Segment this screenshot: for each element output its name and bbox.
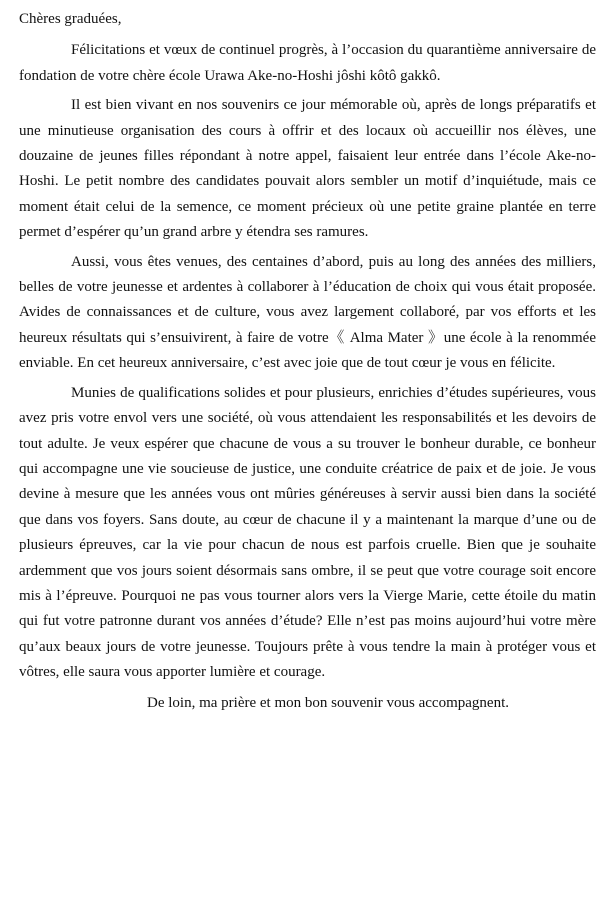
paragraph-text: Félicitations et vœux de continuel progrès, à l’occasion du quarantième anniversaire de fondation de votre chère école Urawa Ake-no-Hoshi jôshi kôtô gakkô. xyxy=(19,42,596,84)
paragraph-text: Il est bien vivant en nos souvenirs ce jour mémorable où, après de longs préparatifs et une minutieuse organisation des cours à offrir et des locaux où accueillir nos élèves, une douzaine de jeunes filles répondant à notre appel, faisaient leur entrée dans l’école Ake-no-Hoshi. Le petit nombre des candidates pouvait alors sembler un motif d’inquiétude, mais ce moment était celui de la semence, ce moment précieux où une petite graine plantée en terre permet d’espérer qu’un grand arbre y étendra ses ramures. xyxy=(19,97,596,241)
closing-line: De loin, ma prière et mon bon souvenir vous accompagnent. xyxy=(147,694,509,711)
paragraph-memories xyxy=(19,93,596,245)
paragraph-text: Aussi, vous êtes venues, des centaines d’abord, puis au long des années des milliers, belles de votre jeunesse et ardentes à collaborer à l’éducation de choix qui vous était proposée. Avides de connaissances et de culture, vous avez largement collaboré, par vos efforts et les heureux résultats qui s’ensuivirent, à faire de votre《 Alma Mater 》une école à la renommée enviable. En cet heureux anniversaire, c’est avec joie que de tout cœur je vous en félicite. xyxy=(19,253,596,372)
paragraph-congratulations xyxy=(19,38,596,89)
paragraph-graduates xyxy=(19,381,596,686)
salutation: Chères graduées, xyxy=(19,11,122,27)
paragraph-text: Munies de qualifications solides et pour plusieurs, enrichies d’études supérieures, vous avez pris votre envol vers une société, où vous attendaient les responsabilités et les devoirs de tout adulte. Je veux espérer que chacune de vous a su trouver le bonheur durable, ce bonheur qui accompagne une vie soucieuse de justice, une conduite créatrice de paix et de joie. Je vous devine à mesure que les années vous ont mûries généreuses à servir aussi bien dans la société que dans vos foyers. Sans doute, au cœur de chacune il y a maintenant la marque d’une ou de plusieurs épreuves, car la vie pour chacun de nous est parfois cruelle. Bien que je souhaite ardemment que vos jours soient désormais sans ombre, il se peut que votre courage soit encore mis à l’épreuve. Pourquoi ne pas vous tourner alors vers la Vierge Marie, cette étoile du matin qui fut votre patronne durant vos années d’étude? Elle n’est pas moins aujourd’hui votre mère qu’aux beaux jours de votre jeunesse. Toujours prête à vous tendre la main à protéger vous et vôtres, elle saura vous apporter lumière et courage. xyxy=(19,384,596,681)
paragraph-students xyxy=(19,250,596,377)
